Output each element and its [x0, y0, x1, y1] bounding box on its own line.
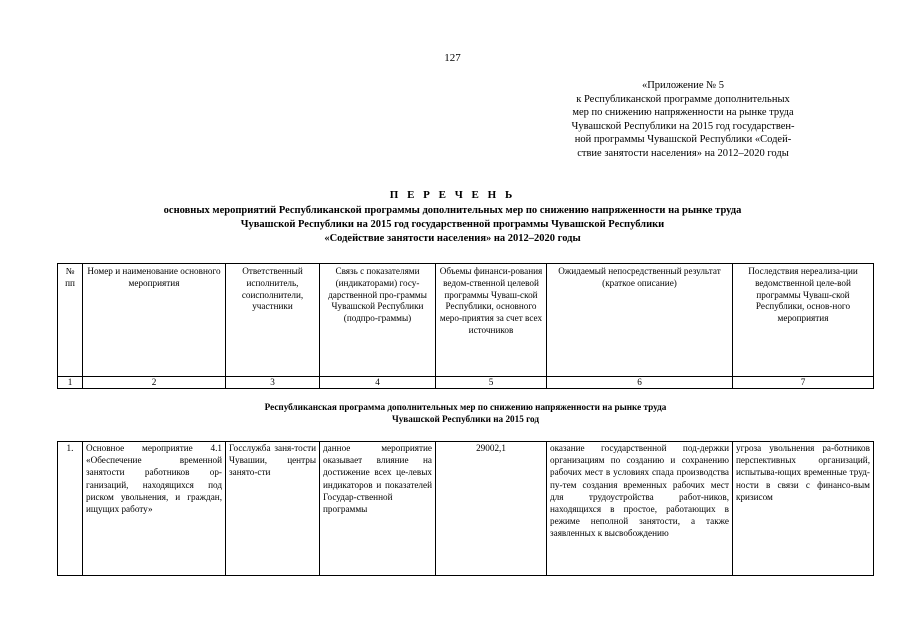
header-cell-number: № пп — [58, 264, 83, 377]
page-number: 127 — [444, 52, 461, 64]
appendix-line: ствие занятости населения» на 2012–2020 годы — [577, 147, 789, 159]
title-line: «Содействие занятости населения» на 2012–2020 годы — [324, 233, 581, 244]
measures-table-body — [57, 441, 874, 576]
column-numbers-row — [58, 377, 874, 389]
title-main: П Е Р Е Ч Е Н Ь — [389, 189, 516, 201]
title-line: Чувашской Республики на 2015 год государственной программы Чувашской Республики — [240, 219, 665, 230]
row-result: оказание государственной под-держки организациям по созданию и сохранению рабочих мест в условиях спада производства пу-тем создания временных рабочих мест для трудоустройства работ-ников, находящихся в простое, работающих в режиме неполной занятости, а также заявленных к высвобождению — [547, 442, 733, 577]
table-bottom-border — [57, 575, 874, 576]
column-number: 2 — [83, 377, 226, 389]
row-indicators: данное мероприятие оказывает влияние на достижение всех це-левых индикаторов и показателей Государ-ственной программы — [320, 442, 436, 577]
header-cell-consequences: Последствия нереализа-ции ведомственной целе-вой программы Чуваш-ской Республики, основ-ного мероприятия — [733, 264, 874, 377]
section-title — [58, 389, 874, 440]
column-number: 7 — [733, 377, 874, 389]
appendix-line: к Республиканской программе дополнительных — [576, 93, 790, 105]
appendix-line: мер по снижению напряженности на рынке труда — [572, 107, 794, 118]
column-number: 6 — [547, 377, 733, 389]
row-executor: Госслужба заня-тости Чувашии, центры занято-сти — [226, 442, 320, 577]
column-number: 5 — [436, 377, 547, 389]
appendix-heading — [530, 79, 836, 160]
header-cell-measure: Номер и наименование основного мероприятия — [83, 264, 226, 377]
section-title-line: Чувашской Республики на 2015 год — [391, 414, 540, 424]
header-cell-indicators: Связь с показателями (индикаторами) госу-дарственной про-граммы Чувашской Республики (подпро-граммы) — [320, 264, 436, 377]
appendix-line: Чувашской Республики на 2015 год государствен- — [571, 120, 795, 132]
header-row — [58, 264, 874, 377]
row-number: 1. — [58, 442, 83, 577]
column-number: 4 — [320, 377, 436, 389]
title-subtitle — [0, 204, 905, 246]
table-row — [58, 442, 874, 577]
row-funding: 29002,1 — [436, 442, 547, 577]
measures-table-header — [57, 263, 874, 439]
column-number: 1 — [58, 377, 83, 389]
appendix-line: ной программы Чувашской Республики «Содей- — [574, 134, 792, 145]
title-line: основных мероприятий Республиканской программы дополнительных мер по снижению напряженности на рынке труда — [163, 205, 742, 216]
section-title-line: Республиканская программа дополнительных мер по снижению напряженности на рынке труда — [264, 402, 667, 413]
header-cell-result: Ожидаемый непосредственный результат (краткое описание) — [547, 264, 733, 377]
row-consequences: угроза увольнения ра-ботников перспективных организаций, испытыва-ющих временные труд-ности в связи с финансо-вым кризисом — [733, 442, 874, 577]
document-title — [0, 189, 905, 246]
appendix-line: «Приложение № 5 — [641, 80, 725, 91]
column-number: 3 — [226, 377, 320, 389]
header-cell-executor: Ответственный исполнитель, соисполнители, участники — [226, 264, 320, 377]
section-row — [58, 389, 874, 440]
row-measure: Основное мероприятие 4.1 «Обеспечение временной занятости работников ор-ганизаций, находящихся под риском увольнения, и граждан, ищущих работу» — [83, 442, 226, 577]
header-cell-funding: Объемы финанси-рования ведом-ственной целевой программы Чуваш-ской Республики, основного меро-приятия за счет всех источников — [436, 264, 547, 377]
